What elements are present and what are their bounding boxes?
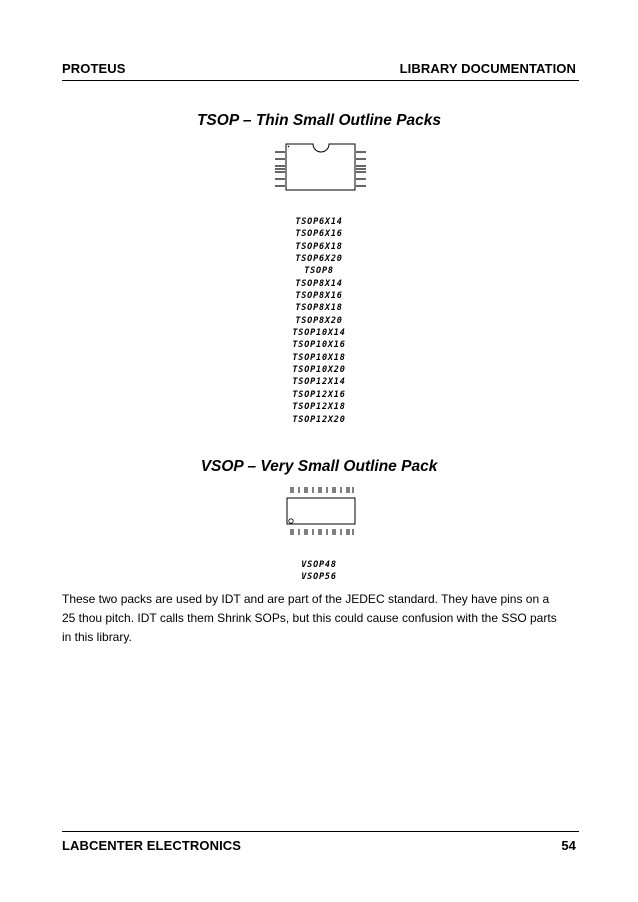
- list-item: TSOP8X20: [295, 315, 343, 326]
- list-item: TSOP6X20: [295, 254, 343, 265]
- header-publisher: PROTEUS: [62, 61, 126, 76]
- list-item: TSOP10X20: [292, 365, 346, 376]
- list-item: TSOP12X16: [292, 389, 346, 400]
- list-item: TSOP12X18: [292, 402, 346, 413]
- page-number: 54: [561, 838, 576, 853]
- list-item: TSOP10X14: [292, 328, 346, 339]
- tsop-package-list: [0, 216, 638, 426]
- vsop-section-title: VSOP – Very Small Outline Pack: [200, 458, 438, 475]
- list-item: TSOP12X20: [292, 414, 346, 425]
- list-item: TSOP10X16: [292, 340, 346, 351]
- list-item: TSOP6X14: [295, 217, 343, 227]
- footer-company: LABCENTER ELECTRONICS: [62, 838, 242, 853]
- list-item: TSOP8X16: [295, 291, 343, 302]
- body-paragraph: These two packs are used by IDT and are part of the JEDEC standard. They have pins on a 25 thou pitch. IDT calls them Shrink SOPs, but this could cause confusion with the SSO parts in this library.: [62, 592, 557, 644]
- tsop-package-diagram: [270, 142, 370, 194]
- list-item: VSOP48: [301, 560, 337, 570]
- list-item: TSOP10X18: [292, 352, 346, 363]
- tsop-section-title: TSOP – Thin Small Outline Packs: [196, 112, 442, 129]
- list-item: TSOP8X18: [295, 303, 343, 314]
- list-item: TSOP8X14: [295, 278, 343, 289]
- vsop-package-list: [0, 559, 638, 584]
- list-item: TSOP8: [304, 266, 334, 277]
- list-item: TSOP6X18: [295, 241, 343, 252]
- vsop-package-diagram: [285, 484, 357, 542]
- list-item: TSOP12X14: [292, 377, 346, 388]
- list-item: VSOP56: [301, 572, 337, 583]
- header-rule: [62, 80, 579, 81]
- header-document-type: LIBRARY DOCUMENTATION: [399, 61, 576, 76]
- footer-rule: [62, 831, 579, 832]
- list-item: TSOP6X16: [295, 229, 343, 240]
